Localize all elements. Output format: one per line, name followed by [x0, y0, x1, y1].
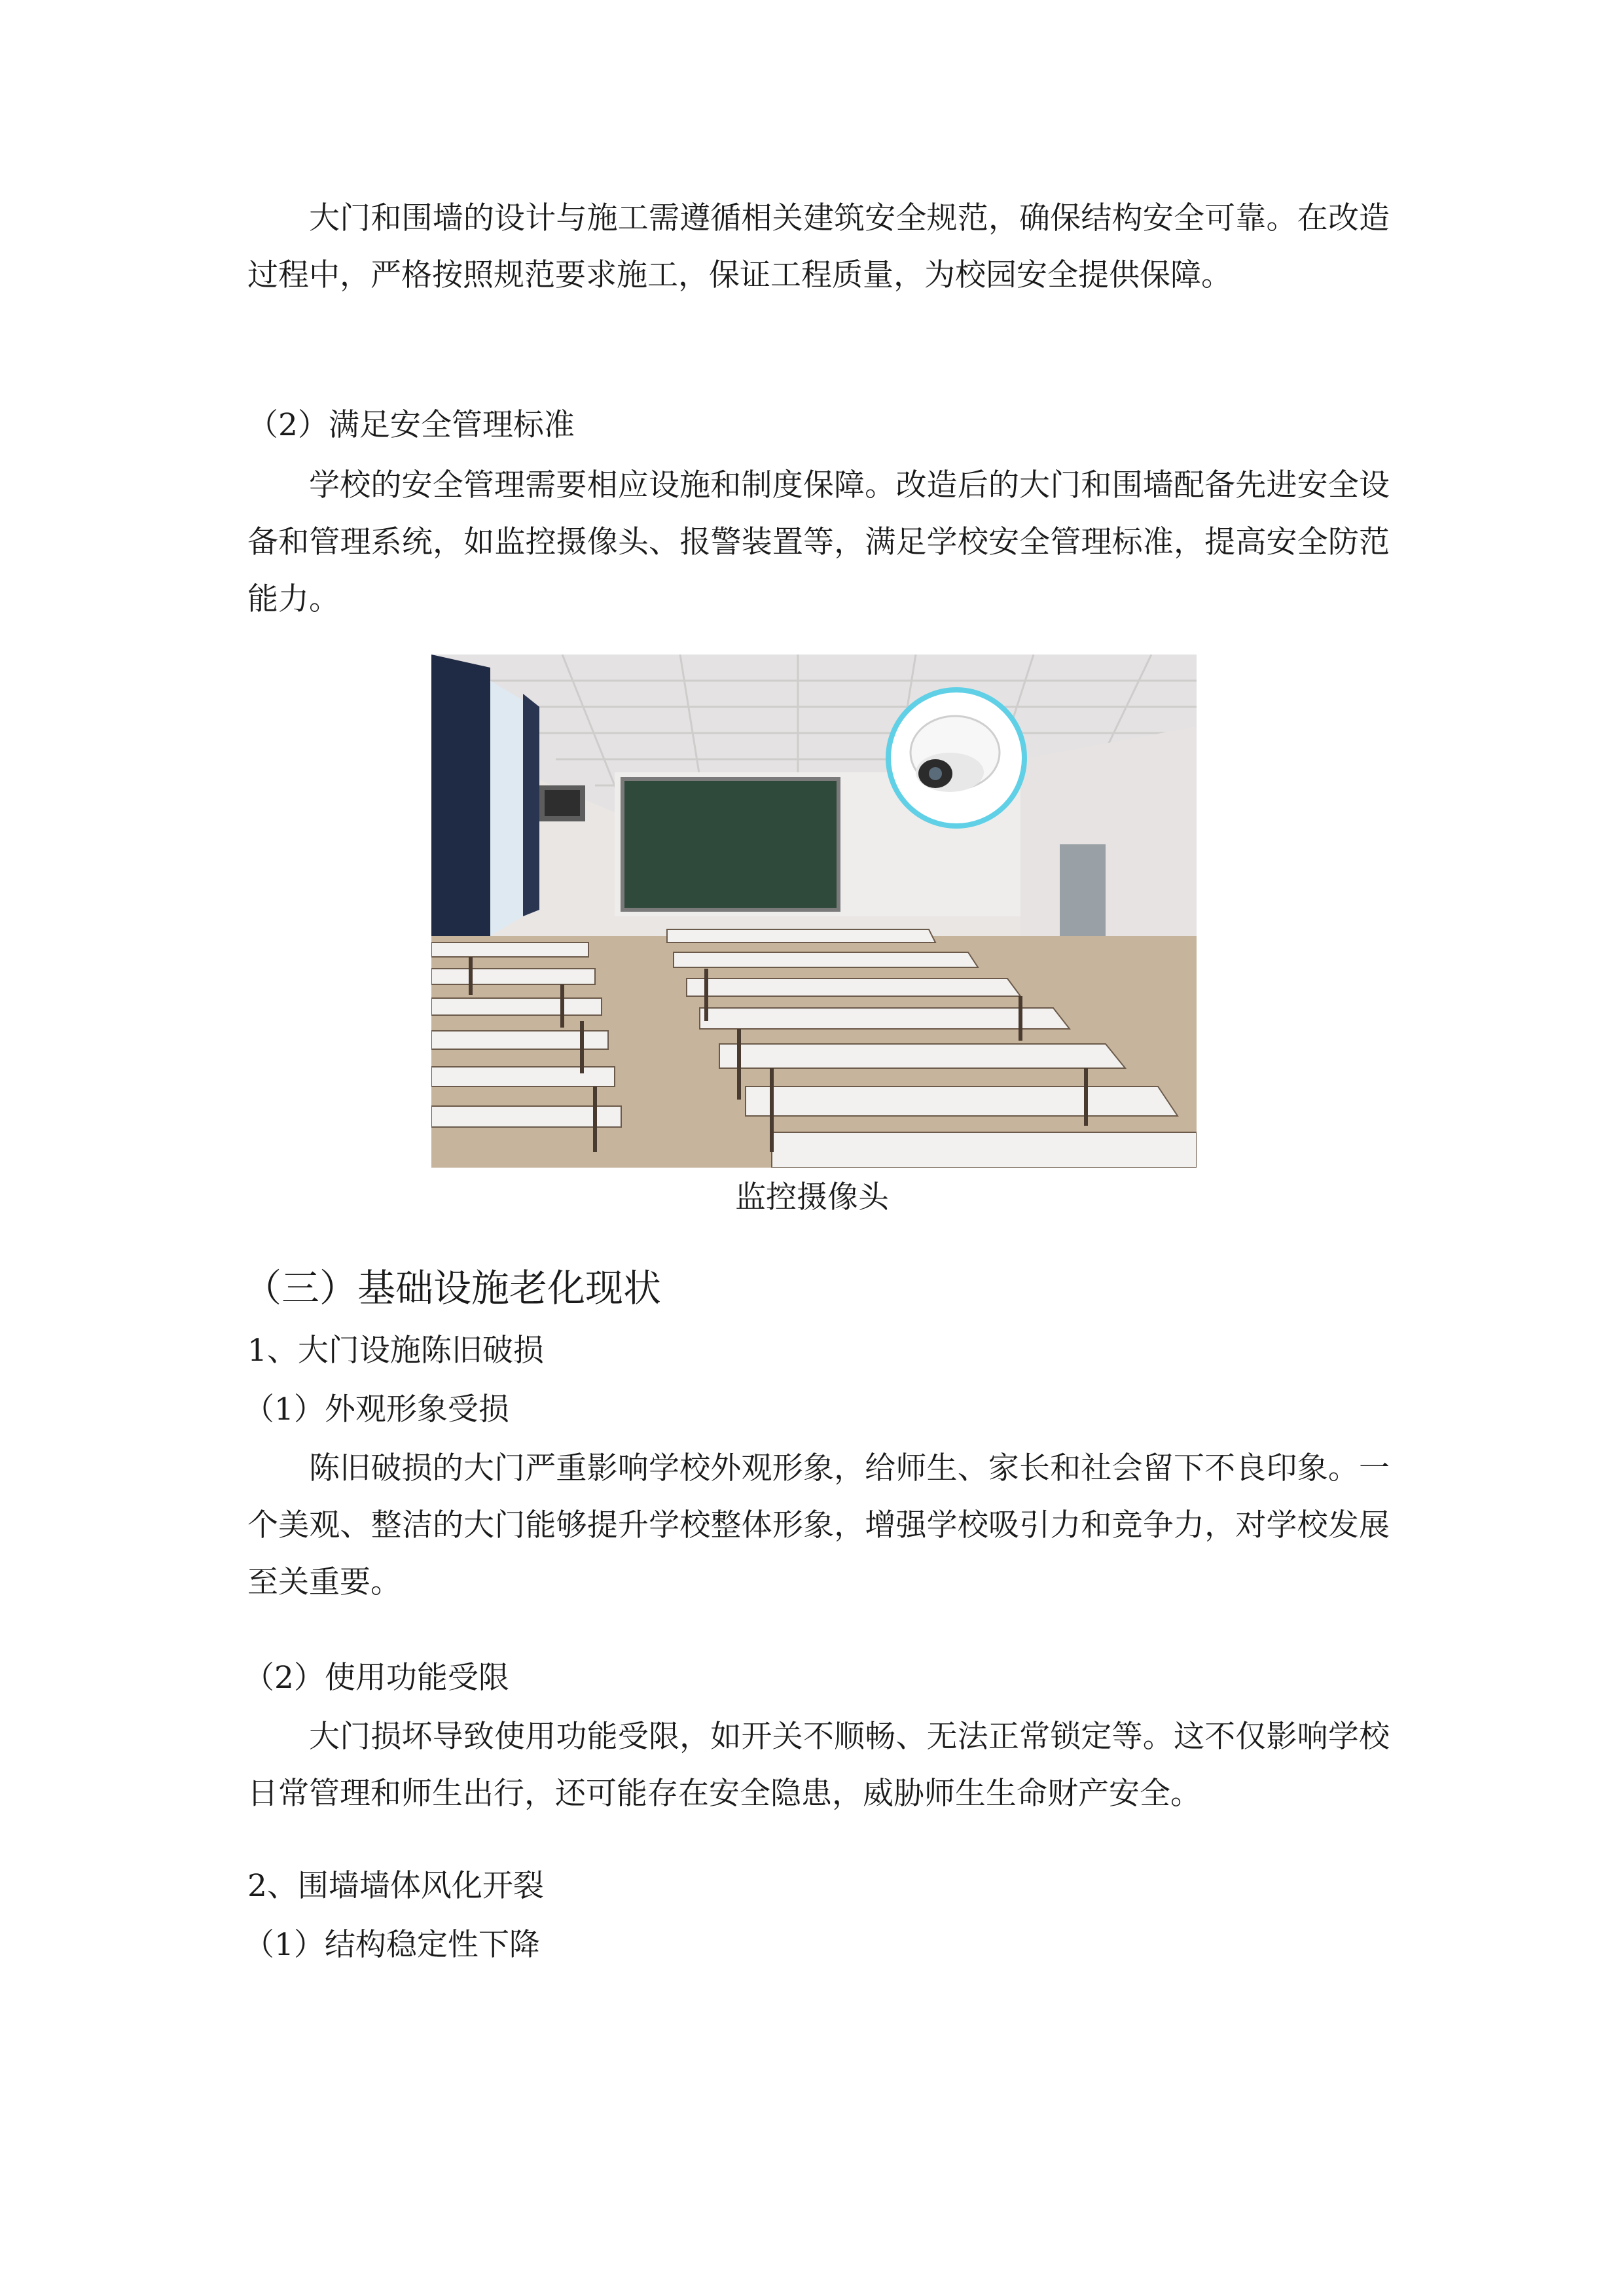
item-1-sub-2-paragraph: 大门损坏导致使用功能受限，如开关不顺畅、无法正常锁定等。这不仅影响学校日常管理和师生出行，还可能存在安全隐患，威胁师生生命财产安全。 [247, 1719, 1390, 1812]
section-title: （三）基础设施老化现状 [244, 1266, 662, 1310]
heading-safety-standard: （2）满足安全管理标准 [247, 407, 575, 443]
surveillance-camera-figure [431, 655, 1197, 1168]
item-1-sub-2-heading: （2）使用功能受限 [244, 1660, 509, 1696]
classroom-image [431, 655, 1197, 1168]
item-1-sub-1-paragraph: 陈旧破损的大门严重影响学校外观形象，给师生、家长和社会留下不良印象。一个美观、整洁的大门能够提升学校整体形象，增强学校吸引力和竞争力，对学校发展至关重要。 [247, 1450, 1390, 1600]
safety-paragraph: 学校的安全管理需要相应设施和制度保障。改造后的大门和围墙配备先进安全设备和管理系统，如监控摄像头、报警装置等，满足学校安全管理标准，提高安全防范能力。 [247, 467, 1390, 617]
item-2-title: 2、围墙墙体风化开裂 [247, 1868, 544, 1904]
item-1-title: 1、大门设施陈旧破损 [247, 1333, 544, 1369]
intro-paragraph: 大门和围墙的设计与施工需遵循相关建筑安全规范，确保结构安全可靠。在改造过程中，严格按照规范要求施工，保证工程质量，为校园安全提供保障。 [247, 200, 1390, 293]
item-1-sub-1-heading: （1）外观形象受损 [244, 1391, 509, 1427]
figure-caption: 监控摄像头 [735, 1179, 889, 1215]
item-2-sub-1-heading: （1）结构稳定性下降 [244, 1927, 540, 1963]
